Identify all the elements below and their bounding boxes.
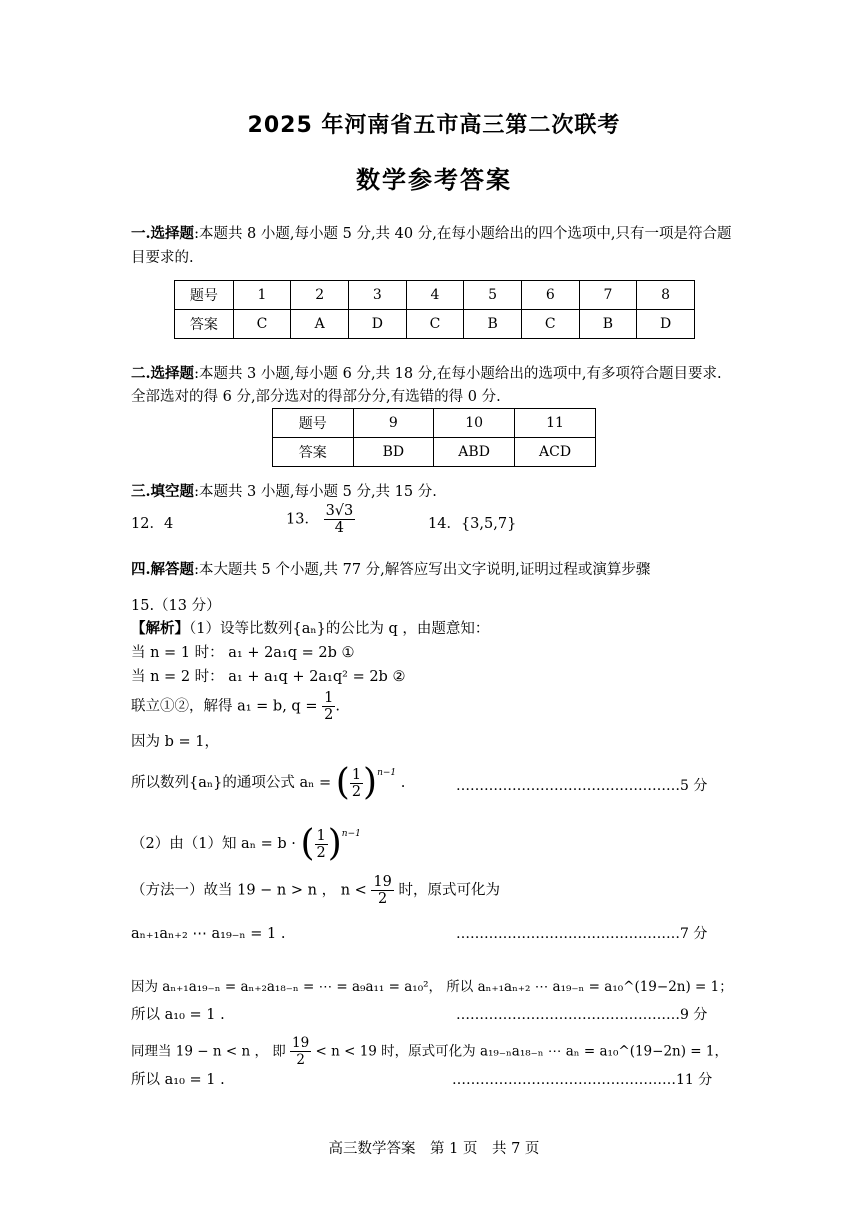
table-row [273,438,596,467]
q15-line8 [131,874,500,907]
fraction-numerator: 1 [324,690,334,706]
score-marker-7: …………………………………………7 分 [456,926,708,942]
answer-q14: 14．{3,5,7} [428,516,517,532]
page-subtitle: 数学参考答案 [356,165,512,194]
question-number-cell: 7 [579,281,637,310]
answer-cell: C [521,310,579,339]
fraction-denominator: 2 [378,891,388,907]
row-label-number: 题号 [273,409,354,438]
section1-answer-table [174,280,695,339]
answer-cell: B [579,310,637,339]
answer-cell: C [233,310,291,339]
question-number-cell: 11 [515,409,596,438]
row-label-answer: 答案 [273,438,354,467]
section3-intro [131,480,437,504]
q13-denominator: 4 [334,520,345,536]
q15-line1 [131,617,489,641]
section2-text: :本题共 3 小题,每小题 6 分,共 18 分,在每小题给出的选项中,有多项符合题目要求. [194,366,722,382]
q15-title: 15.（13 分） [131,598,221,614]
fraction-denominator: 2 [296,1052,305,1068]
q15-line6-text: 所以数列{aₙ}的通项公式 aₙ = [131,775,332,791]
section3-heading: 三.填空题 [131,483,195,500]
question-number-cell: 2 [291,281,349,310]
section1-text-cont: 目要求的. [131,250,194,266]
q15-line6-fraction [350,767,363,800]
q15-line13: 所以 a₁₀ = 1 . [131,1072,225,1088]
q15-line8-text: （方法一）故当 19 − n > n ， n < [131,882,367,899]
answer-cell: A [291,310,349,339]
q15-line7-fraction [315,828,328,861]
q15-line12 [131,1035,728,1068]
table-row [175,281,695,310]
q13-numerator: 3√3 [325,503,354,519]
answer-cell: D [348,310,406,339]
fraction-denominator: 2 [316,844,326,861]
score-marker-5: …………………………………………5 分 [456,778,708,794]
table-row [273,409,596,438]
q15-line6: 所以数列{aₙ}的通项公式 aₙ = ( $\frac{1}{2}$ )$^{n-1}$ . [131,762,406,803]
q15-analysis-tag: 【解析】 [131,620,189,637]
answer-cell: ABD [434,438,515,467]
q15-line12-text: 同理当 19 − n < n ， 即 [131,1043,286,1060]
section3-text: :本题共 3 小题,每小题 5 分,共 15 分. [194,484,437,500]
question-number-cell: 5 [464,281,522,310]
q15-line10: 因为 aₙ₊₁a₁₉₋ₙ = aₙ₊₂a₁₈₋ₙ = ⋯ = a₉a₁₁ = a₁₀²， 所以 aₙ₊₁aₙ₊₂ ⋯ a₁₉₋ₙ = a₁₀^(19−2n) = 1； [131,979,733,995]
q15-line5: 因为 b = 1， [131,734,219,750]
answer-cell: D [637,310,695,339]
q15-line7-text: （2）由（1）知 aₙ = b · [131,836,296,852]
question-number-cell: 3 [348,281,406,310]
q15-line8-tail: 时，原式可化为 [398,882,500,899]
question-number-cell: 6 [521,281,579,310]
fraction-denominator: 2 [324,707,334,723]
fraction-numerator: 1 [316,827,326,844]
question-number-cell: 1 [233,281,291,310]
score-marker-9: …………………………………………9 分 [456,1007,708,1023]
section2-text-cont: 全部选对的得 6 分,部分选对的得部分分,有选错的得 0 分. [131,389,501,405]
q15-line9: aₙ₊₁aₙ₊₂ ⋯ a₁₉₋ₙ = 1 . [131,926,286,942]
question-number-cell: 9 [353,409,434,438]
section1-text: :本题共 8 小题,每小题 5 分,共 40 分,在每小题给出的四个选项中,只有一项是符合题 [194,226,732,242]
q15-line8-fraction [371,874,393,907]
answer-q12: 12．4 [131,516,174,532]
fraction-numerator: 19 [292,1035,310,1051]
fraction-numerator: 1 [351,766,362,783]
section4-intro [131,558,650,582]
answer-q13 [286,503,355,536]
exponent: n−1 [341,829,361,839]
fraction-numerator: 19 [373,874,392,890]
section4-heading: 四.解答题 [131,561,195,578]
section2-heading: 二.选择题 [131,365,195,382]
question-number-cell: 8 [637,281,695,310]
row-label-answer: 答案 [175,310,234,339]
q15-line1-text: （1）设等比数列{aₙ}的公比为 q ，由题意知： [189,621,490,637]
q15-line3: 当 n = 2 时： a₁ + a₁q + 2a₁q² = 2b ② [131,669,406,685]
section1-intro [131,222,731,246]
q15-line2: 当 n = 1 时： a₁ + 2a₁q = 2b ① [131,645,355,661]
answer-cell: BD [353,438,434,467]
page-footer: 高三数学答案 第 1 页 共 7 页 [328,1141,540,1157]
section1-heading: 一.选择题 [131,225,195,242]
table-row [175,310,695,339]
q15-line12-fraction [290,1035,311,1068]
answer-cell: B [464,310,522,339]
exponent: n−1 [377,768,397,778]
q15-line7: （2）由（1）知 aₙ = b · ( $\frac{1}{2}$ )$^{n-1}$ [131,823,361,864]
answer-cell: ACD [515,438,596,467]
question-number-cell: 4 [406,281,464,310]
q15-line4-fraction [322,690,335,723]
question-number-cell: 10 [434,409,515,438]
score-marker-11: …………………………………………11 分 [452,1072,713,1088]
fraction-denominator: 2 [351,783,362,800]
q15-line11: 所以 a₁₀ = 1 . [131,1007,225,1023]
exam-title: 2025 年河南省五市高三第二次联考 [247,113,621,138]
q13-fraction [324,503,356,536]
q15-line12-tail: < n < 19 时，原式可化为 a₁₉₋ₙa₁₈₋ₙ ⋯ aₙ = a₁₀^(19−2n) = 1， [315,1043,728,1060]
section2-intro [131,362,722,386]
section2-answer-table [272,408,596,467]
q13-label: 13． [286,511,319,528]
answer-cell: C [406,310,464,339]
q15-line4-text: 联立①②，解得 a₁ = b, q = [131,698,318,715]
row-label-number: 题号 [175,281,234,310]
q15-line4: 联立①②，解得 a₁ = b, q = $\frac{1}{2}$ . [131,690,340,723]
section4-text: :本大题共 5 个小题,共 77 分,解答应写出文字说明,证明过程或演算步骤 [194,562,651,578]
